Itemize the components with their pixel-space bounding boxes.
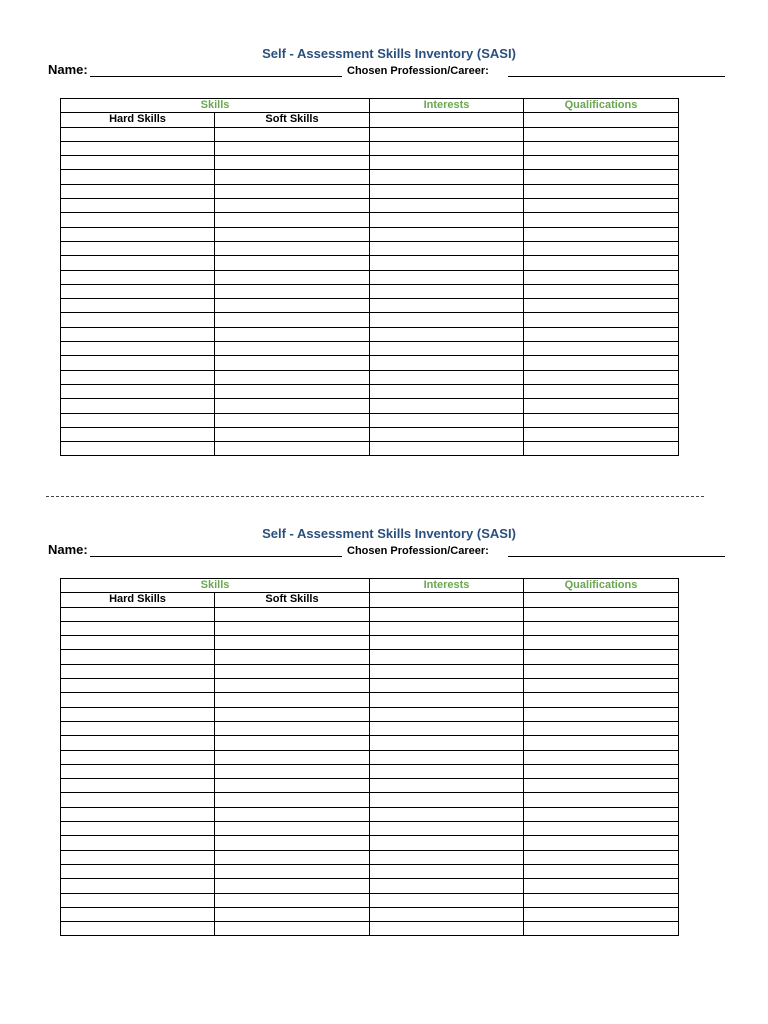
table-row xyxy=(61,864,679,878)
cut-line-divider xyxy=(46,496,704,497)
soft-skill-cell[interactable] xyxy=(215,370,370,384)
soft-skill-cell[interactable] xyxy=(215,256,370,270)
qualification-cell[interactable] xyxy=(524,850,679,864)
soft-skill-cell[interactable] xyxy=(215,650,370,664)
hard-skills-header: Hard Skills xyxy=(61,593,215,607)
table-row xyxy=(61,156,679,170)
soft-skill-cell[interactable] xyxy=(215,227,370,241)
soft-skill-cell[interactable] xyxy=(215,621,370,635)
soft-skill-cell[interactable] xyxy=(215,679,370,693)
hard-skill-cell[interactable] xyxy=(61,664,215,678)
soft-skill-cell[interactable] xyxy=(215,313,370,327)
hard-skill-cell[interactable] xyxy=(61,156,215,170)
inventory-section-2 xyxy=(0,526,768,606)
interest-cell[interactable] xyxy=(370,399,524,413)
soft-skill-cell[interactable] xyxy=(215,836,370,850)
hard-skill-cell[interactable] xyxy=(61,384,215,398)
qualification-cell[interactable] xyxy=(524,227,679,241)
interest-cell[interactable] xyxy=(370,850,524,864)
interest-cell[interactable] xyxy=(370,621,524,635)
soft-skill-cell[interactable] xyxy=(215,850,370,864)
interest-cell[interactable] xyxy=(370,764,524,778)
qualification-cell[interactable] xyxy=(524,864,679,878)
table-row xyxy=(61,413,679,427)
header-row xyxy=(61,99,679,113)
qualifications-header: Qualifications xyxy=(524,579,679,593)
table-row xyxy=(61,313,679,327)
table-row xyxy=(61,342,679,356)
interests-header: Interests xyxy=(370,579,524,593)
interest-cell[interactable] xyxy=(370,313,524,327)
table-row xyxy=(61,607,679,621)
qualification-cell[interactable] xyxy=(524,922,679,936)
soft-skill-cell[interactable] xyxy=(215,636,370,650)
soft-skill-cell[interactable] xyxy=(215,764,370,778)
interest-cell[interactable] xyxy=(370,693,524,707)
qualification-cell[interactable] xyxy=(524,693,679,707)
qualification-cell[interactable] xyxy=(524,750,679,764)
soft-skill-cell[interactable] xyxy=(215,707,370,721)
interest-cell[interactable] xyxy=(370,356,524,370)
hard-skill-cell[interactable] xyxy=(61,836,215,850)
soft-skill-cell[interactable] xyxy=(215,693,370,707)
table-row xyxy=(61,779,679,793)
interest-cell[interactable] xyxy=(370,370,524,384)
soft-skill-cell[interactable] xyxy=(215,327,370,341)
qualification-cell[interactable] xyxy=(524,184,679,198)
soft-skill-cell[interactable] xyxy=(215,127,370,141)
qualification-cell[interactable] xyxy=(524,356,679,370)
hard-skill-cell[interactable] xyxy=(61,427,215,441)
interest-cell[interactable] xyxy=(370,384,524,398)
qualification-cell[interactable] xyxy=(524,621,679,635)
qualification-cell[interactable] xyxy=(524,707,679,721)
hard-skill-cell[interactable] xyxy=(61,199,215,213)
qualification-cell[interactable] xyxy=(524,893,679,907)
soft-skill-cell[interactable] xyxy=(215,879,370,893)
interests-subheader-cell xyxy=(370,113,524,127)
hard-skill-cell[interactable] xyxy=(61,707,215,721)
table-row xyxy=(61,679,679,693)
qualification-cell[interactable] xyxy=(524,241,679,255)
table-row xyxy=(61,664,679,678)
form-fields xyxy=(0,62,768,78)
hard-skill-cell[interactable] xyxy=(61,327,215,341)
inventory-section-1 xyxy=(0,46,768,126)
career-field-line[interactable] xyxy=(508,76,725,77)
qualification-cell[interactable] xyxy=(524,879,679,893)
qualification-cell[interactable] xyxy=(524,650,679,664)
soft-skill-cell[interactable] xyxy=(215,793,370,807)
interest-cell[interactable] xyxy=(370,650,524,664)
hard-skill-cell[interactable] xyxy=(61,893,215,907)
interest-cell[interactable] xyxy=(370,664,524,678)
qualification-cell[interactable] xyxy=(524,313,679,327)
soft-skill-cell[interactable] xyxy=(215,356,370,370)
interest-cell[interactable] xyxy=(370,822,524,836)
interest-cell[interactable] xyxy=(370,127,524,141)
table-row xyxy=(61,721,679,735)
soft-skill-cell[interactable] xyxy=(215,664,370,678)
interest-cell[interactable] xyxy=(370,156,524,170)
soft-skill-cell[interactable] xyxy=(215,442,370,456)
table-row xyxy=(61,299,679,313)
hard-skill-cell[interactable] xyxy=(61,864,215,878)
hard-skill-cell[interactable] xyxy=(61,399,215,413)
qualification-cell[interactable] xyxy=(524,679,679,693)
interest-cell[interactable] xyxy=(370,636,524,650)
soft-skill-cell[interactable] xyxy=(215,413,370,427)
name-label: Name: xyxy=(48,62,88,77)
interest-cell[interactable] xyxy=(370,141,524,155)
interests-subheader-cell xyxy=(370,593,524,607)
table-row xyxy=(61,822,679,836)
qualification-cell[interactable] xyxy=(524,141,679,155)
interest-cell[interactable] xyxy=(370,442,524,456)
interest-cell[interactable] xyxy=(370,342,524,356)
hard-skill-cell[interactable] xyxy=(61,850,215,864)
qualification-cell[interactable] xyxy=(524,156,679,170)
subheader-row xyxy=(61,113,679,127)
soft-skill-cell[interactable] xyxy=(215,299,370,313)
inventory-table xyxy=(60,578,679,936)
interest-cell[interactable] xyxy=(370,607,524,621)
hard-skill-cell[interactable] xyxy=(61,822,215,836)
soft-skill-cell[interactable] xyxy=(215,213,370,227)
interest-cell[interactable] xyxy=(370,750,524,764)
table-row xyxy=(61,793,679,807)
qualification-cell[interactable] xyxy=(524,427,679,441)
interest-cell[interactable] xyxy=(370,241,524,255)
soft-skill-cell[interactable] xyxy=(215,199,370,213)
table-row xyxy=(61,213,679,227)
career-field-line[interactable] xyxy=(508,556,725,557)
hard-skill-cell[interactable] xyxy=(61,636,215,650)
subheader-row xyxy=(61,593,679,607)
hard-skill-cell[interactable] xyxy=(61,342,215,356)
hard-skill-cell[interactable] xyxy=(61,607,215,621)
interest-cell[interactable] xyxy=(370,779,524,793)
interests-header: Interests xyxy=(370,99,524,113)
qualification-cell[interactable] xyxy=(524,270,679,284)
soft-skills-header: Soft Skills xyxy=(215,593,370,607)
soft-skill-cell[interactable] xyxy=(215,779,370,793)
table-row xyxy=(61,256,679,270)
interest-cell[interactable] xyxy=(370,893,524,907)
qualification-cell[interactable] xyxy=(524,907,679,921)
qualification-cell[interactable] xyxy=(524,370,679,384)
soft-skill-cell[interactable] xyxy=(215,184,370,198)
soft-skill-cell[interactable] xyxy=(215,170,370,184)
interest-cell[interactable] xyxy=(370,793,524,807)
interest-cell[interactable] xyxy=(370,213,524,227)
career-label: Chosen Profession/Career: xyxy=(347,545,489,557)
soft-skill-cell[interactable] xyxy=(215,864,370,878)
interest-cell[interactable] xyxy=(370,679,524,693)
hard-skill-cell[interactable] xyxy=(61,213,215,227)
interest-cell[interactable] xyxy=(370,707,524,721)
table-row xyxy=(61,241,679,255)
soft-skill-cell[interactable] xyxy=(215,284,370,298)
hard-skill-cell[interactable] xyxy=(61,693,215,707)
interest-cell[interactable] xyxy=(370,299,524,313)
hard-skill-cell[interactable] xyxy=(61,284,215,298)
table-row xyxy=(61,170,679,184)
table-row xyxy=(61,327,679,341)
table-row xyxy=(61,807,679,821)
name-field-line[interactable] xyxy=(90,76,342,77)
soft-skill-cell[interactable] xyxy=(215,822,370,836)
table-row xyxy=(61,879,679,893)
soft-skill-cell[interactable] xyxy=(215,893,370,907)
interest-cell[interactable] xyxy=(370,721,524,735)
interest-cell[interactable] xyxy=(370,864,524,878)
qualifications-subheader-cell xyxy=(524,593,679,607)
qualification-cell[interactable] xyxy=(524,836,679,850)
hard-skill-cell[interactable] xyxy=(61,184,215,198)
name-field-line[interactable] xyxy=(90,556,342,557)
soft-skill-cell[interactable] xyxy=(215,241,370,255)
interest-cell[interactable] xyxy=(370,227,524,241)
table-row xyxy=(61,922,679,936)
qualification-cell[interactable] xyxy=(524,127,679,141)
hard-skill-cell[interactable] xyxy=(61,650,215,664)
table-row xyxy=(61,764,679,778)
career-label: Chosen Profession/Career: xyxy=(347,65,489,77)
soft-skill-cell[interactable] xyxy=(215,721,370,735)
qualification-cell[interactable] xyxy=(524,779,679,793)
interest-cell[interactable] xyxy=(370,270,524,284)
hard-skill-cell[interactable] xyxy=(61,141,215,155)
hard-skill-cell[interactable] xyxy=(61,313,215,327)
interest-cell[interactable] xyxy=(370,427,524,441)
soft-skill-cell[interactable] xyxy=(215,342,370,356)
table-row xyxy=(61,356,679,370)
qualification-cell[interactable] xyxy=(524,256,679,270)
soft-skill-cell[interactable] xyxy=(215,607,370,621)
qualification-cell[interactable] xyxy=(524,442,679,456)
table-row xyxy=(61,836,679,850)
hard-skill-cell[interactable] xyxy=(61,736,215,750)
qualification-cell[interactable] xyxy=(524,764,679,778)
soft-skill-cell[interactable] xyxy=(215,427,370,441)
table-row xyxy=(61,370,679,384)
qualification-cell[interactable] xyxy=(524,793,679,807)
hard-skill-cell[interactable] xyxy=(61,413,215,427)
interest-cell[interactable] xyxy=(370,736,524,750)
qualification-cell[interactable] xyxy=(524,199,679,213)
table-row xyxy=(61,750,679,764)
table-row xyxy=(61,850,679,864)
qualification-cell[interactable] xyxy=(524,299,679,313)
hard-skill-cell[interactable] xyxy=(61,750,215,764)
soft-skill-cell[interactable] xyxy=(215,141,370,155)
interest-cell[interactable] xyxy=(370,907,524,921)
hard-skill-cell[interactable] xyxy=(61,879,215,893)
hard-skill-cell[interactable] xyxy=(61,779,215,793)
hard-skill-cell[interactable] xyxy=(61,807,215,821)
hard-skill-cell[interactable] xyxy=(61,907,215,921)
hard-skill-cell[interactable] xyxy=(61,442,215,456)
table-row xyxy=(61,621,679,635)
qualification-cell[interactable] xyxy=(524,736,679,750)
interest-cell[interactable] xyxy=(370,807,524,821)
soft-skills-header: Soft Skills xyxy=(215,113,370,127)
soft-skill-cell[interactable] xyxy=(215,750,370,764)
table-row xyxy=(61,127,679,141)
header-row xyxy=(61,579,679,593)
hard-skill-cell[interactable] xyxy=(61,621,215,635)
table-row xyxy=(61,893,679,907)
table-row xyxy=(61,270,679,284)
interest-cell[interactable] xyxy=(370,284,524,298)
name-label: Name: xyxy=(48,542,88,557)
form-title: Self - Assessment Skills Inventory (SASI) xyxy=(262,526,516,541)
table-row xyxy=(61,199,679,213)
hard-skill-cell[interactable] xyxy=(61,356,215,370)
hard-skill-cell[interactable] xyxy=(61,679,215,693)
interest-cell[interactable] xyxy=(370,199,524,213)
hard-skill-cell[interactable] xyxy=(61,922,215,936)
qualification-cell[interactable] xyxy=(524,170,679,184)
form-fields xyxy=(0,542,768,558)
soft-skill-cell[interactable] xyxy=(215,736,370,750)
qualifications-subheader-cell xyxy=(524,113,679,127)
hard-skill-cell[interactable] xyxy=(61,721,215,735)
table-row xyxy=(61,907,679,921)
table-row xyxy=(61,284,679,298)
table-row xyxy=(61,184,679,198)
hard-skill-cell[interactable] xyxy=(61,764,215,778)
interest-cell[interactable] xyxy=(370,836,524,850)
soft-skill-cell[interactable] xyxy=(215,807,370,821)
qualification-cell[interactable] xyxy=(524,822,679,836)
hard-skill-cell[interactable] xyxy=(61,127,215,141)
qualification-cell[interactable] xyxy=(524,327,679,341)
table-row xyxy=(61,227,679,241)
qualification-cell[interactable] xyxy=(524,342,679,356)
qualification-cell[interactable] xyxy=(524,607,679,621)
table-row xyxy=(61,384,679,398)
qualification-cell[interactable] xyxy=(524,399,679,413)
qualification-cell[interactable] xyxy=(524,721,679,735)
hard-skill-cell[interactable] xyxy=(61,270,215,284)
hard-skill-cell[interactable] xyxy=(61,256,215,270)
qualification-cell[interactable] xyxy=(524,213,679,227)
qualification-cell[interactable] xyxy=(524,636,679,650)
table-row xyxy=(61,141,679,155)
hard-skill-cell[interactable] xyxy=(61,227,215,241)
soft-skill-cell[interactable] xyxy=(215,270,370,284)
interest-cell[interactable] xyxy=(370,256,524,270)
qualifications-header: Qualifications xyxy=(524,99,679,113)
hard-skills-header: Hard Skills xyxy=(61,113,215,127)
hard-skill-cell[interactable] xyxy=(61,299,215,313)
interest-cell[interactable] xyxy=(370,184,524,198)
table-row xyxy=(61,650,679,664)
inventory-table xyxy=(60,98,679,456)
interest-cell[interactable] xyxy=(370,879,524,893)
table-row xyxy=(61,736,679,750)
soft-skill-cell[interactable] xyxy=(215,156,370,170)
skills-header: Skills xyxy=(61,99,370,113)
skills-header: Skills xyxy=(61,579,370,593)
interest-cell[interactable] xyxy=(370,922,524,936)
soft-skill-cell[interactable] xyxy=(215,399,370,413)
table-row xyxy=(61,693,679,707)
interest-cell[interactable] xyxy=(370,327,524,341)
table-row xyxy=(61,707,679,721)
soft-skill-cell[interactable] xyxy=(215,922,370,936)
soft-skill-cell[interactable] xyxy=(215,384,370,398)
table-row xyxy=(61,442,679,456)
interest-cell[interactable] xyxy=(370,413,524,427)
table-row xyxy=(61,399,679,413)
hard-skill-cell[interactable] xyxy=(61,170,215,184)
table-row xyxy=(61,636,679,650)
interest-cell[interactable] xyxy=(370,170,524,184)
qualification-cell[interactable] xyxy=(524,664,679,678)
table-row xyxy=(61,427,679,441)
soft-skill-cell[interactable] xyxy=(215,907,370,921)
qualification-cell[interactable] xyxy=(524,284,679,298)
qualification-cell[interactable] xyxy=(524,384,679,398)
hard-skill-cell[interactable] xyxy=(61,793,215,807)
hard-skill-cell[interactable] xyxy=(61,241,215,255)
qualification-cell[interactable] xyxy=(524,807,679,821)
form-title: Self - Assessment Skills Inventory (SASI) xyxy=(262,46,516,61)
qualification-cell[interactable] xyxy=(524,413,679,427)
hard-skill-cell[interactable] xyxy=(61,370,215,384)
